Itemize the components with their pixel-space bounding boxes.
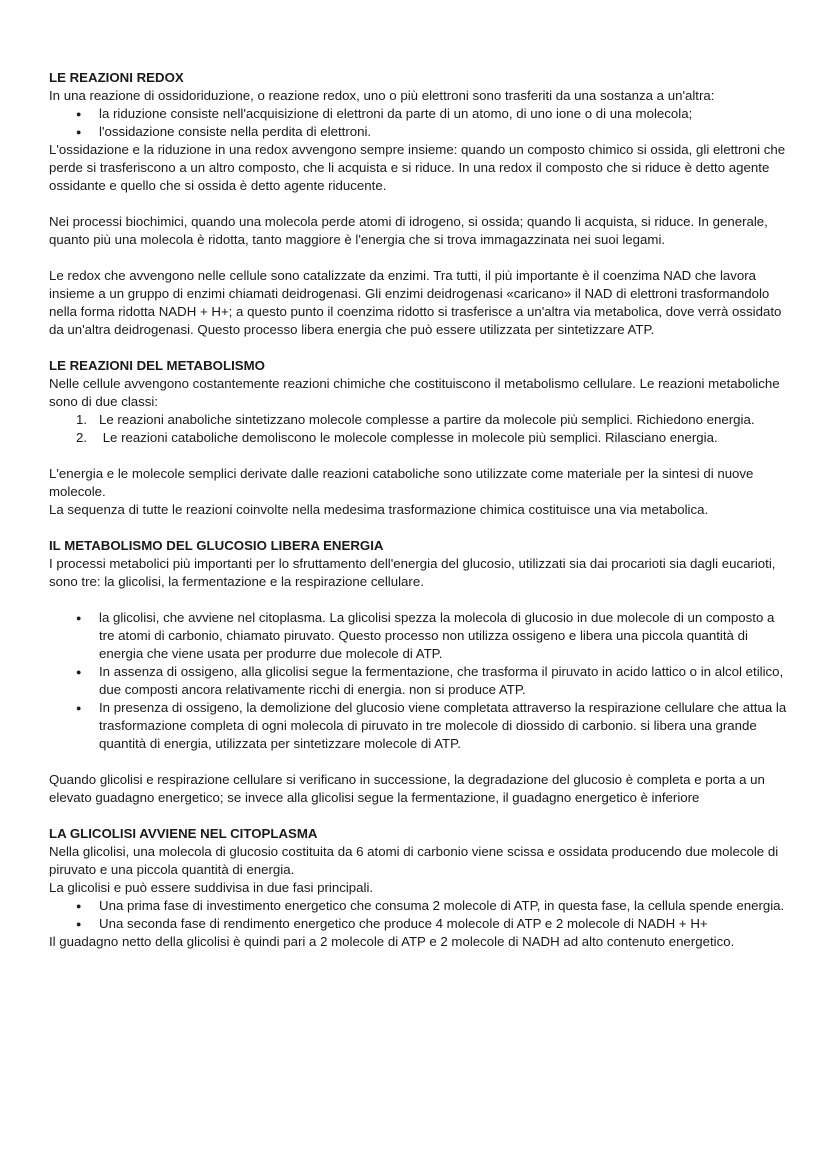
paragraph: Nei processi biochimici, quando una molecola perde atomi di idrogeno, si ossida; quando li acquista, si riduce. In generale, quanto più una molecola è ridotta, tanto maggiore è l'energia che si trova immagazzinata nei suoi legami. [49, 214, 768, 247]
bullet-list [49, 897, 788, 933]
section-title-metabolismo: LE REAZIONI DEL METABOLISMO [49, 358, 265, 373]
paragraph: Quando glicolisi e respirazione cellulare si verificano in successione, la degradazione del glucosio è completa e porta a un elevato guadagno energetico; se invece alla glicolisi segue la fermentazione, il guadagno energetico è inferiore [49, 772, 765, 805]
list-item: ● Una seconda fase di rendimento energetico che produce 4 molecole di ATP e 2 molecole di NADH + H+ [49, 915, 788, 933]
item-number: 1. [76, 412, 88, 427]
paragraph: La sequenza di tutte le reazioni coinvolte nella medesima trasformazione chimica costituisce una via metabolica. [49, 502, 709, 517]
list-item: ● la riduzione consiste nell'acquisizione di elettroni da parte di un atomo, di uno ione o di una molecola; [49, 105, 788, 123]
bullet-list [49, 105, 788, 141]
item-text: Le reazioni cataboliche demoliscono le molecole complesse in molecole più semplici. Rilasciano energia. [99, 430, 718, 445]
paragraph: Il guadagno netto della glicolisi è quindi pari a 2 molecole di ATP e 2 molecole di NADH ad alto contenuto energetico. [49, 934, 735, 949]
section-intro: Nella glicolisi, una molecola di glucosio costituita da 6 atomi di carbonio viene scissa e ossidata producendo due molecole di piruvato e una piccola quantità di energia. [49, 844, 779, 877]
document-body [49, 69, 788, 951]
list-item [49, 411, 788, 429]
section-intro: I processi metabolici più importanti per lo sfruttamento dell'energia del glucosio, utilizzati sia dai procarioti sia dagli eucarioti, sono tre: la glicolisi, la fermentazione e la respirazione cellulare. [49, 556, 776, 589]
list-item [49, 429, 788, 447]
list-item: ● Una prima fase di investimento energetico che consuma 2 molecole di ATP, in questa fase, la cellula spende energia. [49, 897, 788, 915]
bullet-list [49, 609, 788, 753]
item-text: Le reazioni anaboliche sintetizzano molecole complesse a partire da molecole più semplici. Richiedono energia. [99, 412, 755, 427]
list-item: ● la glicolisi, che avviene nel citoplasma. La glicolisi spezza la molecola di glucosio in due molecole di un composto a tre atomi di carbonio, chiamato piruvato. Questo processo non utilizza ossigeno e libera una piccola quantità di energia che viene usata per produrre due molecole di ATP. [49, 609, 788, 663]
paragraph: La glicolisi e può essere suddivisa in due fasi principali. [49, 880, 374, 895]
section-title-glicolisi: LA GLICOLISI AVVIENE NEL CITOPLASMA [49, 826, 318, 841]
item-number: 2. [76, 430, 88, 445]
list-item: ● In assenza di ossigeno, alla glicolisi segue la fermentazione, che trasforma il piruvato in acido lattico o in alcol etilico, due composti ancora relativamente ricchi di energia. non si produce ATP. [49, 663, 788, 699]
list-item: ● In presenza di ossigeno, la demolizione del glucosio viene completata attraverso la respirazione cellulare che attua la trasformazione completa di ogni molecola di piruvato in tre molecole di diossido di carbonio. si libera una grande quantità di energia, utilizzata per sintetizzare molecole di ATP. [49, 699, 788, 753]
paragraph: Le redox che avvengono nelle cellule sono catalizzate da enzimi. Tra tutti, il più importante è il coenzima NAD che lavora insieme a un gruppo di enzimi chiamati deidrogenasi. Gli enzimi deidrogenasi «caricano» il NAD di elettroni trasformandolo nella forma ridotta NADH + H+; a questo punto il coenzima ridotto si trasferisce a un'altra via metabolica, dove verrà ossidato da un'altra deidrogenasi. Questo processo libera energia che può essere utilizzata per sintetizzare ATP. [49, 268, 782, 337]
numbered-list [49, 411, 788, 447]
section-title-glucosio: IL METABOLISMO DEL GLUCOSIO LIBERA ENERGIA [49, 538, 384, 553]
list-item: ● l'ossidazione consiste nella perdita di elettroni. [49, 123, 788, 141]
paragraph: L'energia e le molecole semplici derivate dalle reazioni cataboliche sono utilizzate come materiale per la sintesi di nuove molecole. [49, 466, 754, 499]
section-intro: In una reazione di ossidoriduzione, o reazione redox, uno o più elettroni sono trasferiti da una sostanza a un'altra: [49, 88, 715, 103]
section-title-redox: LE REAZIONI REDOX [49, 70, 184, 85]
section-intro: Nelle cellule avvengono costantemente reazioni chimiche che costituiscono il metabolismo cellulare. Le reazioni metaboliche sono di due classi: [49, 376, 780, 409]
paragraph: L'ossidazione e la riduzione in una redox avvengono sempre insieme: quando un composto chimico si ossida, gli elettroni che perde si trasferiscono a un altro composto, che li acquista e si riduce. In una redox il composto che si riduce è detto agente ossidante e quello che si ossida è detto agente riducente. [49, 142, 786, 193]
